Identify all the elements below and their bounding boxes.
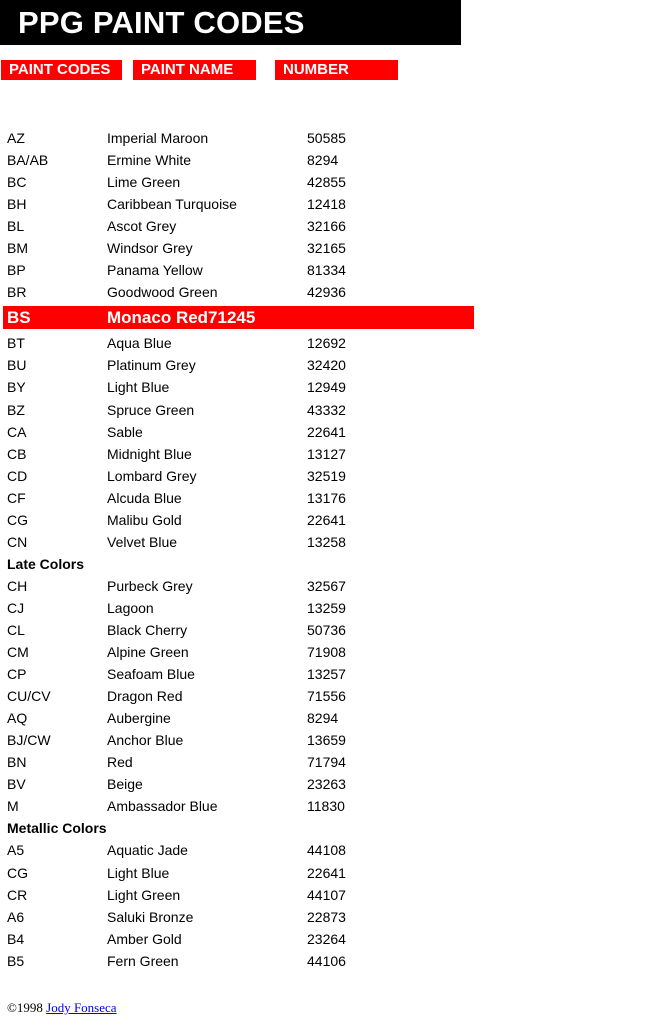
row-name: Lagoon (107, 599, 154, 616)
table-row (0, 509, 657, 531)
row-code: CU/CV (7, 688, 51, 705)
row-name: Imperial Maroon (107, 130, 209, 146)
row-code: BL (7, 218, 25, 235)
row-name: Midnight Blue (107, 445, 192, 462)
row-name: Caribbean Turquoise (107, 196, 237, 213)
row-number: 32420 (307, 357, 346, 374)
row-number: 13258 (307, 533, 346, 550)
row-number: 32166 (307, 218, 346, 235)
row-number: 71908 (307, 644, 346, 661)
table-row (0, 487, 657, 509)
row-name: Light Blue (107, 864, 170, 881)
table-row (0, 906, 657, 928)
table-row (0, 795, 657, 817)
row-code: A5 (7, 842, 25, 859)
row-code: CH (7, 577, 28, 594)
row-code: CM (7, 644, 29, 661)
row-number: 12418 (307, 196, 346, 213)
row-number: 13176 (307, 489, 346, 506)
row-code: BZ (7, 401, 25, 418)
row-code: CB (7, 445, 27, 462)
row-name: Beige (107, 776, 143, 793)
row-number: 32567 (307, 577, 346, 594)
row-number: 44108 (307, 842, 346, 859)
row-code: BA/AB (7, 152, 49, 169)
row-name: Windsor Grey (107, 240, 193, 257)
table-row (0, 399, 657, 421)
row-code: AZ (7, 130, 25, 146)
row-number: 13259 (307, 599, 346, 616)
row-number: 42855 (307, 174, 346, 191)
table-row (0, 575, 657, 597)
row-name: Black Cherry (107, 621, 188, 638)
paint-code-table (0, 127, 657, 972)
row-code: BR (7, 284, 27, 301)
page-title: PPG PAINT CODES (0, 0, 461, 45)
row-number: 12949 (307, 379, 346, 396)
author-link[interactable]: Jody Fonseca (46, 1000, 117, 1015)
row-name: Red (107, 754, 133, 771)
row-name: Lombard Grey (107, 467, 197, 484)
row-name: Saluki Bronze (107, 908, 194, 925)
highlight-code: BS (7, 308, 31, 328)
row-code: BT (7, 335, 25, 352)
row-number: 32165 (307, 240, 346, 257)
table-row (0, 597, 657, 619)
row-number: 11830 (307, 798, 345, 815)
table-row (0, 685, 657, 707)
table-row (0, 237, 657, 259)
table-row (0, 751, 657, 773)
row-code: A6 (7, 908, 25, 925)
row-code: BC (7, 174, 27, 191)
table-row (0, 619, 657, 641)
row-code: CG (7, 511, 28, 528)
row-code: M (7, 798, 19, 815)
row-number: 22641 (307, 423, 346, 440)
row-number: 71556 (307, 688, 346, 705)
row-name: Seafoam Blue (107, 666, 195, 683)
highlighted-row (3, 306, 474, 329)
table-row (0, 839, 657, 861)
row-name: Fern Green (107, 952, 179, 969)
row-name: Malibu Gold (107, 511, 182, 528)
table-row (0, 149, 657, 171)
row-name: Aqua Blue (107, 335, 172, 352)
row-code: BY (7, 379, 26, 396)
row-number: 8294 (307, 710, 339, 727)
header-paint-name: PAINT NAME (133, 60, 256, 80)
row-name: Aquatic Jade (107, 842, 188, 859)
table-row (0, 862, 657, 884)
row-name: Dragon Red (107, 688, 183, 705)
section-heading-late-colors: Late Colors (7, 555, 85, 572)
row-code: CD (7, 467, 28, 484)
row-number: 13257 (307, 666, 346, 683)
table-row (0, 354, 657, 376)
table-row (0, 171, 657, 193)
row-code: BP (7, 262, 26, 279)
row-name: Ermine White (107, 152, 192, 169)
row-name: Panama Yellow (107, 262, 203, 279)
table-row (0, 928, 657, 950)
row-number: 81334 (307, 262, 346, 279)
row-number: 8294 (307, 152, 339, 169)
table-row (0, 215, 657, 237)
row-number: 71794 (307, 754, 346, 771)
row-name: Sable (107, 423, 143, 440)
row-number: 43332 (307, 401, 346, 418)
row-code: CJ (7, 599, 25, 616)
row-code: CP (7, 666, 27, 683)
table-row (0, 127, 657, 149)
row-code: CF (7, 489, 26, 506)
copyright-text: ©1998 (7, 1000, 43, 1015)
row-code: BM (7, 240, 28, 257)
row-code: CL (7, 621, 25, 638)
row-number: 12692 (307, 335, 346, 352)
row-code: BH (7, 196, 27, 213)
row-number: 13127 (307, 445, 346, 462)
row-number: 23263 (307, 776, 346, 793)
table-row (0, 443, 657, 465)
table-row (0, 773, 657, 795)
row-name: Spruce Green (107, 401, 195, 418)
row-number: 50736 (307, 621, 346, 638)
table-row (0, 281, 657, 303)
row-name: Anchor Blue (107, 732, 184, 749)
row-code: CR (7, 886, 28, 903)
row-number: 23264 (307, 930, 346, 947)
table-row (0, 884, 657, 906)
row-name: Ambassador Blue (107, 798, 218, 815)
row-code: BU (7, 357, 27, 374)
row-code: BV (7, 776, 26, 793)
table-row (0, 421, 657, 443)
row-name: Amber Gold (107, 930, 182, 947)
highlight-name: Monaco Red71245 (107, 308, 256, 328)
row-code: CN (7, 533, 28, 550)
row-number: 44106 (307, 952, 346, 969)
row-code: CA (7, 423, 27, 440)
header-number: NUMBER (275, 60, 398, 80)
row-name: Alcuda Blue (107, 489, 182, 506)
table-row (0, 663, 657, 685)
row-name: Light Green (107, 886, 181, 903)
table-row (0, 332, 657, 354)
table-row (0, 707, 657, 729)
table-row (0, 531, 657, 553)
table-row (0, 259, 657, 281)
section-heading-metallic-colors: Metallic Colors (7, 820, 107, 837)
row-number: 22641 (307, 864, 346, 881)
row-code: BN (7, 754, 27, 771)
row-number: 50585 (307, 130, 346, 146)
row-code: BJ/CW (7, 732, 51, 749)
row-number: 22641 (307, 511, 346, 528)
row-code: B4 (7, 930, 25, 947)
table-row (0, 465, 657, 487)
row-name: Aubergine (107, 710, 171, 727)
table-row (0, 641, 657, 663)
footer (7, 999, 117, 1017)
table-row (0, 376, 657, 398)
row-number: 42936 (307, 284, 346, 301)
row-code: B5 (7, 952, 25, 969)
header-paint-codes: PAINT CODES (1, 60, 122, 80)
table-row (0, 193, 657, 215)
row-name: Lime Green (107, 174, 181, 191)
row-name: Platinum Grey (107, 357, 196, 374)
row-number: 22873 (307, 908, 346, 925)
row-number: 32519 (307, 467, 346, 484)
row-number: 13659 (307, 732, 346, 749)
table-row (0, 950, 657, 972)
row-code: AQ (7, 710, 28, 727)
row-name: Velvet Blue (107, 533, 178, 550)
row-name: Light Blue (107, 379, 170, 396)
table-row (0, 729, 657, 751)
row-name: Goodwood Green (107, 284, 218, 301)
row-name: Alpine Green (107, 644, 189, 661)
row-number: 44107 (307, 886, 346, 903)
row-name: Purbeck Grey (107, 577, 193, 594)
row-name: Ascot Grey (107, 218, 177, 235)
row-code: CG (7, 864, 28, 881)
